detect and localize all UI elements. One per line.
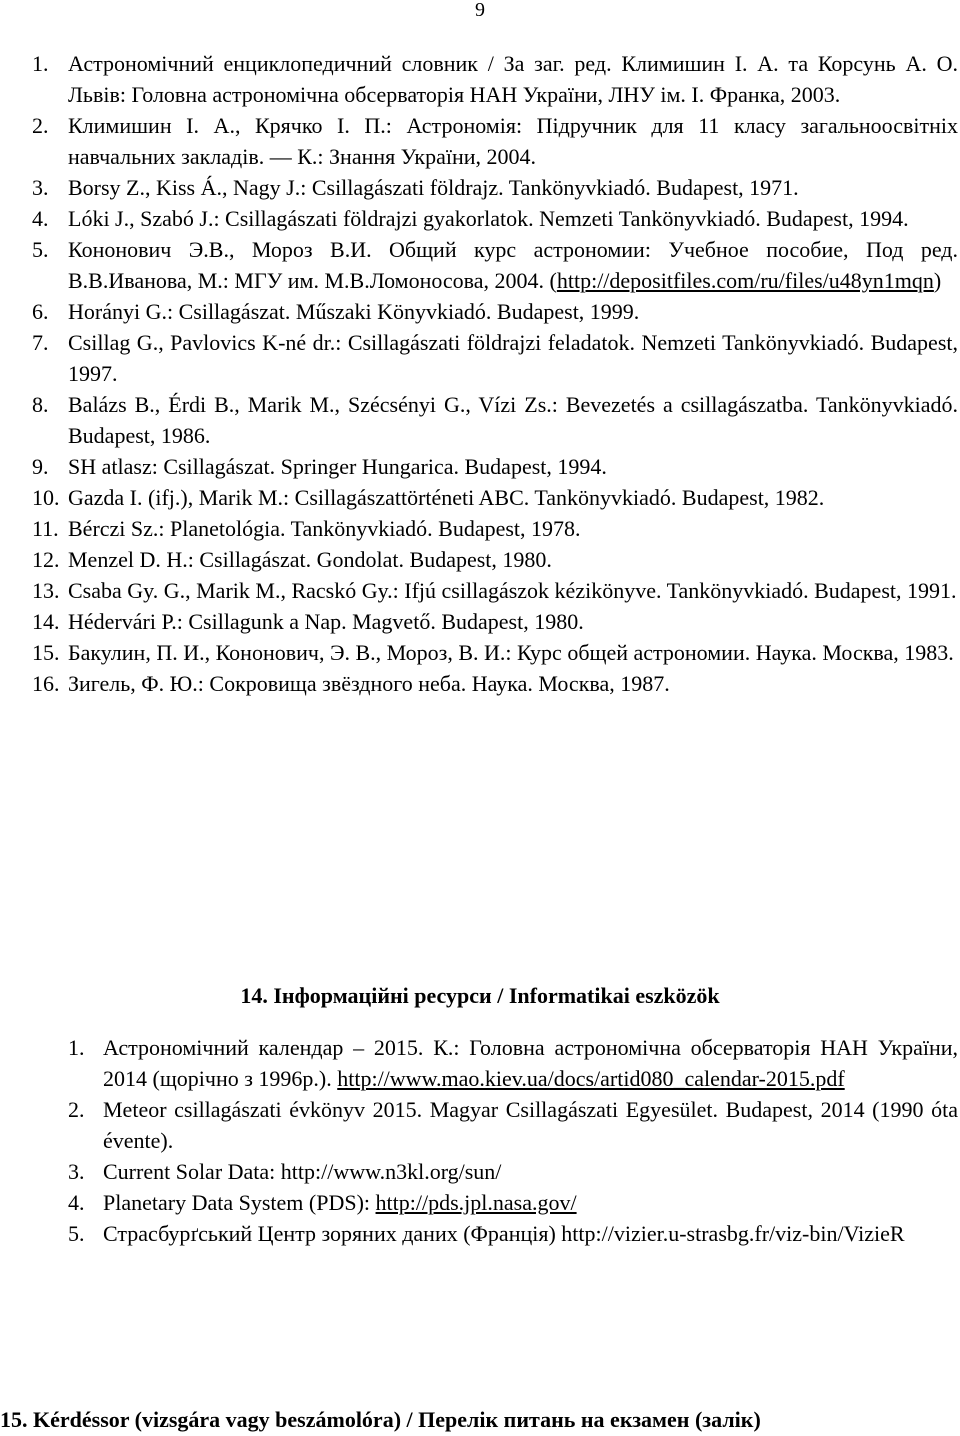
resources-list — [0, 1032, 958, 1249]
list-number: 13. — [32, 578, 60, 603]
list-number: 3. — [32, 175, 49, 200]
list-number: 9. — [32, 454, 49, 479]
references-list — [0, 48, 958, 699]
reference-text: Meteor csillagászati évkönyv 2015. Magyar Csillagászati Egyesület. Budapest, 2014 (1990 óta évente). — [103, 1097, 958, 1153]
reference-text: Страсбурґський Центр зоряних даних (Франція) http://vizier.u-strasbg.fr/viz-bin/VizieR — [103, 1221, 905, 1246]
list-number: 1. — [32, 51, 49, 76]
list-number: 14. — [32, 609, 60, 634]
reference-text: Menzel D. H.: Csillagászat. Gondolat. Budapest, 1980. — [68, 547, 552, 572]
reference-item — [0, 513, 958, 544]
reference-text: Астрономічний енциклопедичний словник / За заг. ред. Климишин І. А. та Корсунь А. О. Львів: Головна астрономічна обсерваторія НАН України, ЛНУ ім. І. Франка, 2003. — [68, 51, 958, 107]
section-15-heading: 15. Kérdéssor (vizsgára vagy beszámolóra) / Перелік питань на екзамен (залік) — [0, 1407, 761, 1432]
resource-item — [0, 1032, 958, 1094]
reference-text: Gazda I. (ifj.), Marik M.: Csillagászattörténeti ABC. Tankönyvkiadó. Budapest, 1982. — [68, 485, 825, 510]
reference-text: Астрономічний календар – 2015. К.: Головна астрономічна обсерваторія НАН України, 2014 (щорічно з 1996р.). — [103, 1035, 958, 1091]
reference-item — [0, 48, 958, 110]
reference-item — [0, 637, 958, 668]
resource-item — [0, 1218, 958, 1249]
reference-item — [0, 110, 958, 172]
url-link[interactable]: http://www.mao.kiev.ua/docs/artid080_calendar-2015.pdf — [337, 1066, 845, 1091]
reference-text: Borsy Z., Kiss Á., Nagy J.: Csillagászati földrajz. Tankönyvkiadó. Budapest, 1971. — [68, 175, 799, 200]
reference-text: Current Solar Data: http://www.n3kl.org/sun/ — [103, 1159, 502, 1184]
list-number: 6. — [32, 299, 49, 324]
list-number: 16. — [32, 671, 60, 696]
reference-text: Бакулин, П. И., Кононович, Э. В., Мороз, В. И.: Курс общей астрономии. Наука. Москва, 1983. — [68, 640, 954, 665]
reference-item — [0, 544, 958, 575]
reference-text: Lóki J., Szabó J.: Csillagászati földrajzi gyakorlatok. Nemzeti Tankönyvkiadó. Budapest, 1994. — [68, 206, 909, 231]
list-number: 15. — [32, 640, 60, 665]
reference-item — [0, 482, 958, 513]
url-link[interactable]: http://pds.jpl.nasa.gov/ — [375, 1190, 577, 1215]
reference-text: ) — [933, 268, 942, 293]
page-number: 9 — [475, 0, 485, 21]
reference-item — [0, 451, 958, 482]
list-number: 3. — [68, 1159, 85, 1184]
list-number: 11. — [32, 516, 59, 541]
reference-text: Зигель, Ф. Ю.: Сокровища звёздного неба. Наука. Москва, 1987. — [68, 671, 670, 696]
list-number: 5. — [68, 1221, 85, 1246]
reference-item — [0, 234, 958, 296]
list-number: 4. — [32, 206, 49, 231]
list-number: 7. — [32, 330, 49, 355]
reference-item — [0, 327, 958, 389]
reference-text: Balázs B., Érdi B., Marik M., Szécsényi G., Vízi Zs.: Bevezetés a csillagászatba. Tankönyvkiadó. Budapest, 1986. — [68, 392, 958, 448]
reference-text: Csillag G., Pavlovics K-né dr.: Csillagászati földrajzi feladatok. Nemzeti Tankönyvkiadó. Budapest, 1997. — [68, 330, 958, 386]
reference-text: SH atlasz: Csillagászat. Springer Hungarica. Budapest, 1994. — [68, 454, 607, 479]
list-number: 2. — [68, 1097, 85, 1122]
reference-text: Csaba Gy. G., Marik M., Racskó Gy.: Ifjú csillagászok kézikönyve. Tankönyvkiadó. Budapest, 1991. — [68, 578, 957, 603]
reference-text: Климишин І. А., Крячко І. П.: Астрономія: Підручник для 11 класу загальноосвітніх навчальних закладів. — К.: Знання України, 2004. — [68, 113, 958, 169]
list-number: 5. — [32, 237, 49, 262]
resource-item — [0, 1156, 958, 1187]
reference-text: Bérczi Sz.: Planetológia. Tankönyvkiadó. Budapest, 1978. — [68, 516, 581, 541]
reference-item — [0, 296, 958, 327]
list-number: 10. — [32, 485, 60, 510]
section-14-heading: 14. Інформаційні ресурси / Informatikai eszközök — [240, 983, 720, 1008]
reference-text: Planetary Data System (PDS): — [103, 1190, 376, 1215]
resource-item — [0, 1094, 958, 1156]
list-number: 8. — [32, 392, 49, 417]
reference-item — [0, 668, 958, 699]
reference-item — [0, 172, 958, 203]
resource-item — [0, 1187, 958, 1218]
reference-item — [0, 606, 958, 637]
reference-text: Hédervári P.: Csillagunk a Nap. Magvető. Budapest, 1980. — [68, 609, 584, 634]
list-number: 2. — [32, 113, 49, 138]
list-number: 4. — [68, 1190, 85, 1215]
url-link[interactable]: http://depositfiles.com/ru/files/u48yn1mqn — [556, 268, 934, 293]
reference-text: Horányi G.: Csillagászat. Műszaki Könyvkiadó. Budapest, 1999. — [68, 299, 640, 324]
list-number: 1. — [68, 1035, 85, 1060]
reference-item — [0, 203, 958, 234]
reference-item — [0, 389, 958, 451]
reference-text: Кононович Э.В., Мороз В.И. Общий курс астрономии: Учебное пособие, Под ред. В.В.Иванова, М.: МГУ им. М.В.Ломоносова, 2004. ( — [68, 237, 958, 293]
list-number: 12. — [32, 547, 60, 572]
reference-item — [0, 575, 958, 606]
